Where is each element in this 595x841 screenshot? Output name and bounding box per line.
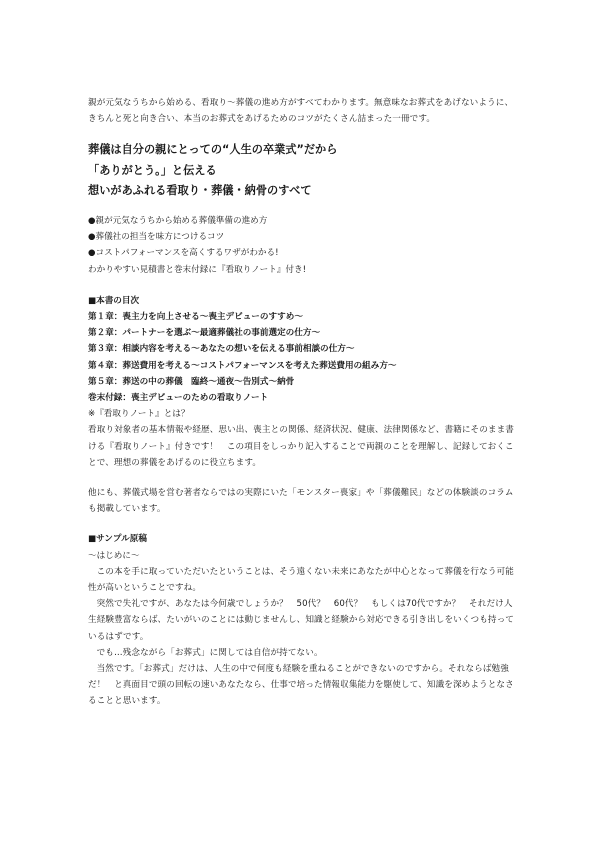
sample-paragraph: 突然で失礼ですが、あなたは今何歳でしょうか？ 50代？ 60代？ もしくは70代ですか？ それだけ人生経験豊富ならば、たいがいのことには動じませんし、知識と経験から対応できる引き出しをいくつも持っているはずです。: [88, 599, 514, 642]
feature-item: ●コストパフォーマンスを高くするワザがわかる!: [88, 248, 279, 259]
toc-chapter: 第５章：葬送の中の葬儀 臨終～通夜～告別式～納骨: [88, 376, 295, 387]
toc-chapter: 第４章：葬送費用を考える～コストパフォーマンスを考えた葬送費用の組み方～: [88, 360, 397, 371]
toc-chapter: 巻末付録：喪主デビューのための看取りノート: [88, 392, 269, 403]
toc-chapter: 第１章：喪主力を向上させる～喪主デビューのすすめ～: [88, 311, 303, 322]
toc-chapter: 第２章：パートナーを選ぶ～最適葬儀社の事前選定の仕方～: [88, 328, 321, 339]
sample-subtitle: ～はじめに～: [88, 550, 140, 561]
sample-paragraph: 当然です。「お葬式」だけは、人生の中で何度も経験を重ねることができないのですから。それならば勉強だ！ と真面目で頭の回転の速いあなたなら、仕事で培った情報収集能力を駆使して、知識を深めようとなさることと思います。: [88, 663, 514, 707]
sample-paragraph: この本を手に取っていただいたということは、そう遠くない未来にあなたが中心となって葬儀を行なう可能性が高いということですね。: [88, 566, 514, 593]
headline-line: 葬儀は自分の親にとっての“人生の卒業式”だから: [88, 143, 338, 157]
sample-title: ■サンプル原稿: [88, 534, 147, 545]
headline-line: 「ありがとう。」と伝える: [88, 163, 217, 177]
toc-title: ■本書の目次: [88, 295, 140, 306]
feature-item: わかりやすい見積書と巻末付録に『看取りノート』付き!: [88, 264, 307, 275]
table-of-contents: [88, 293, 518, 518]
extra-paragraph: 他にも、葬儀式場を営む著者ならではの実際にいた「モンスター喪家」や「葬儀難民」などの体験談のコラムも掲載しています。: [88, 487, 514, 515]
spacer: [88, 471, 518, 485]
sample-section: [88, 531, 518, 709]
note-title: ※『看取りノート』とは？: [88, 409, 190, 420]
feature-item: ●葬儀社の担当を味方につけるコツ: [88, 232, 225, 243]
intro-paragraph: 親が元気なうちから始める、看取り～葬儀の進め方がすべてわかります。無意味なお葬式をあげないように、きちんと死と向き合い、本当のお葬式をあげるためのコツがたくさん詰まった一冊です。: [88, 98, 514, 125]
feature-list: [88, 213, 518, 278]
toc-chapter: 第３章：相談内容を考える～あなたの想いを伝える事前相談の仕方～: [88, 344, 355, 355]
feature-item: ●親が元気なうちから始める葬儀準備の進め方: [88, 215, 268, 226]
document-body: [88, 95, 518, 710]
note-body: 看取り対象者の基本情報や経歴、思い出、喪主との関係、経済状況、健康、法律関係など、書籍にそのまま書ける『看取りノート』付きです！ この項目をしっかり記入することで両親のことを理解し、記録しておくことで、理想の葬儀をあげるのに役立ちます。: [88, 425, 514, 468]
headline-line: 想いがあふれる看取り・葬儀・納骨のすべて: [88, 184, 312, 198]
headline-block: [88, 140, 518, 202]
sample-paragraph: でも…残念ながら「お葬式」に関しては自信が持てない。: [96, 647, 323, 658]
